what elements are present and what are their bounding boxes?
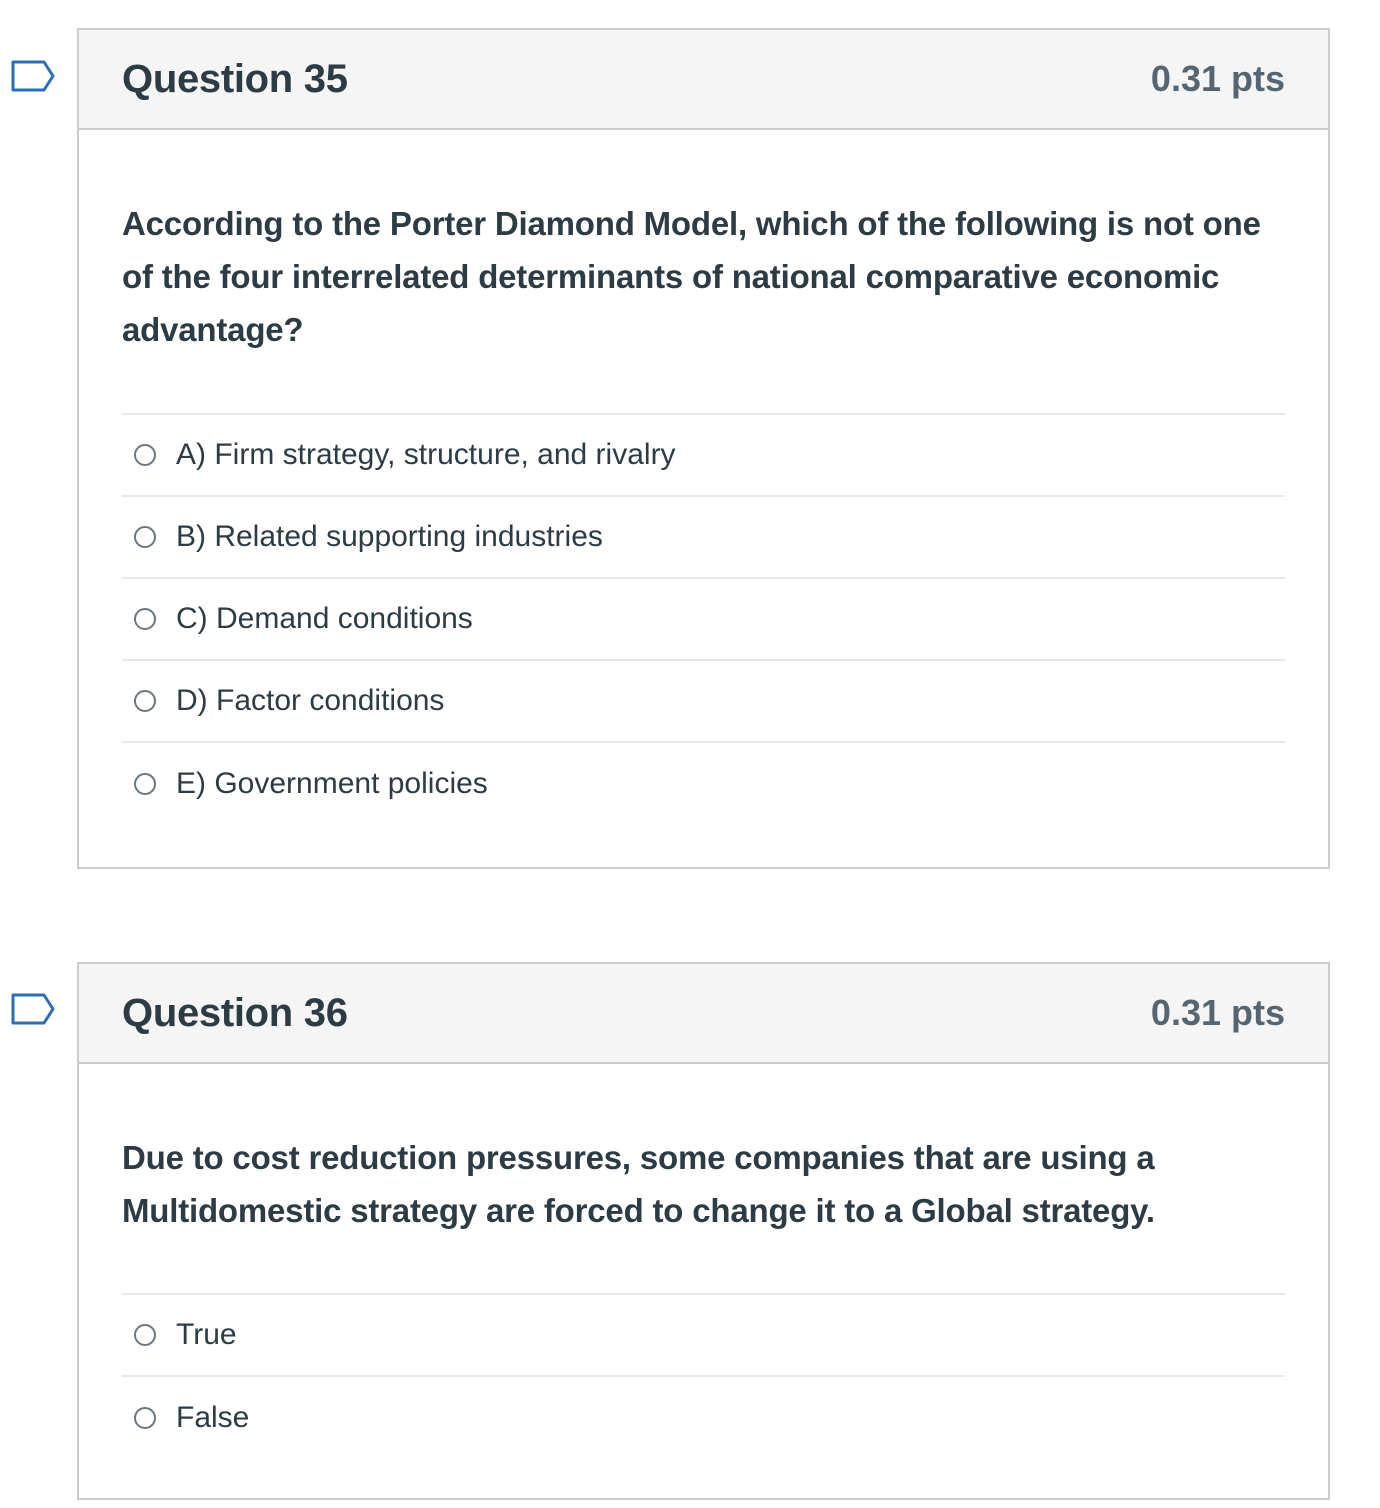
radio-button-icon[interactable] xyxy=(134,1324,156,1346)
answer-option[interactable] xyxy=(122,1377,1285,1459)
question-points: 0.31 pts xyxy=(1150,992,1285,1033)
answer-label[interactable]: D) Factor conditions xyxy=(176,684,445,717)
question-35-card xyxy=(77,28,1330,869)
flag-question-icon[interactable] xyxy=(11,993,55,1025)
answer-option[interactable] xyxy=(122,497,1285,579)
question-title: Question 35 xyxy=(122,56,348,101)
radio-button-icon[interactable] xyxy=(134,773,156,795)
question-header xyxy=(79,964,1328,1064)
flag-question-icon[interactable] xyxy=(11,60,55,92)
answer-label[interactable]: B) Related supporting industries xyxy=(176,520,603,553)
answer-label[interactable]: E) Government policies xyxy=(176,767,488,800)
question-header xyxy=(79,30,1328,130)
radio-button-icon[interactable] xyxy=(134,444,156,466)
question-36-card xyxy=(77,962,1330,1500)
question-text: Due to cost reduction pressures, some companies that are using a Multidomestic strategy are forced to change it to a Global strategy. xyxy=(122,1139,1155,1229)
answer-list xyxy=(122,413,1285,825)
answer-option[interactable] xyxy=(122,579,1285,661)
answer-option[interactable] xyxy=(122,415,1285,497)
answer-option[interactable] xyxy=(122,1295,1285,1377)
question-body xyxy=(79,1064,1328,1459)
radio-button-icon[interactable] xyxy=(134,690,156,712)
answer-label[interactable]: C) Demand conditions xyxy=(176,602,473,635)
radio-button-icon[interactable] xyxy=(134,526,156,548)
answer-label[interactable]: False xyxy=(176,1401,250,1434)
question-text: According to the Porter Diamond Model, which of the following is not one of the four interrelated determinants of national comparative economic advantage? xyxy=(122,205,1261,348)
answer-label[interactable]: True xyxy=(176,1318,237,1351)
answer-list xyxy=(122,1293,1285,1459)
answer-label[interactable]: A) Firm strategy, structure, and rivalry xyxy=(176,438,676,471)
question-points: 0.31 pts xyxy=(1150,58,1285,99)
question-title: Question 36 xyxy=(122,990,348,1035)
answer-option[interactable] xyxy=(122,743,1285,825)
radio-button-icon[interactable] xyxy=(134,1407,156,1429)
question-body xyxy=(79,130,1328,825)
radio-button-icon[interactable] xyxy=(134,608,156,630)
answer-option[interactable] xyxy=(122,661,1285,743)
